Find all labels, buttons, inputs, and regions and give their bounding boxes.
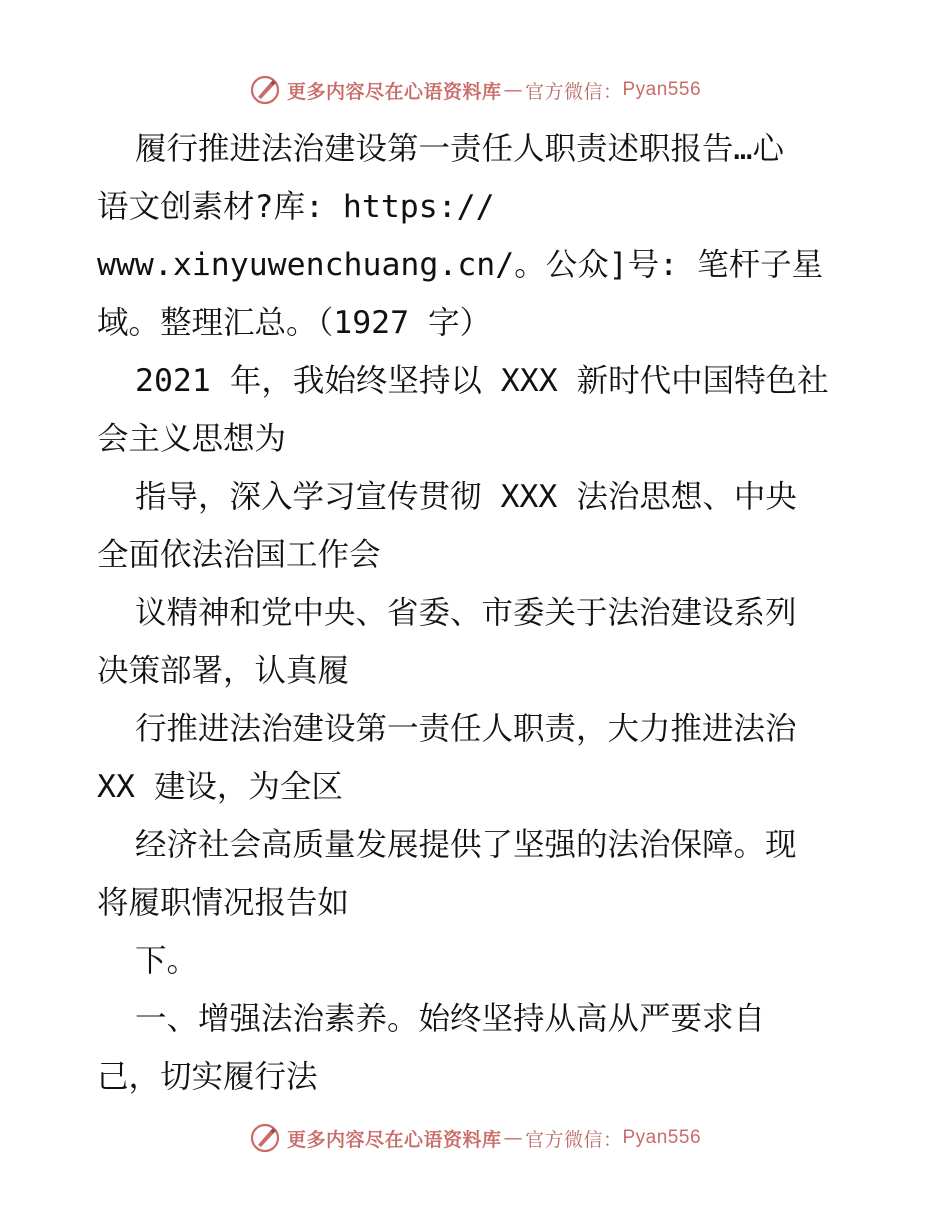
- document-body: [97, 120, 857, 1106]
- text-line: 全面依法治国工作会: [97, 537, 381, 573]
- paragraph-start-line: 行推进法治建设第一责任人职责，大力推进法治: [135, 711, 797, 747]
- banner-brand-text: 更多内容尽在心语资料库: [286, 80, 502, 103]
- paragraph-start-line: 下。: [135, 943, 199, 979]
- banner-separator: —: [503, 1127, 523, 1149]
- text-line: 将履职情况报告如: [97, 885, 350, 921]
- title-line: 履行推进法治建设第一责任人职责述职报告…心: [135, 131, 784, 167]
- text-line: 域。整理汇总。（1927 字）: [97, 305, 492, 341]
- paragraph-start-line: 经济社会高质量发展提供了坚强的法治保障。现: [135, 827, 797, 863]
- banner-wechat-id: Pyan556: [622, 1127, 702, 1148]
- banner-separator: —: [503, 79, 523, 101]
- paragraph-start-line: 2021 年，我始终坚持以 XXX 新时代中国特色社: [135, 363, 829, 399]
- text-line: 语文创素材?库: https://: [97, 189, 495, 225]
- text-line: 会主义思想为: [97, 421, 287, 457]
- pen-logo-icon: [249, 1122, 281, 1154]
- text-line: XX 建设，为全区: [97, 769, 343, 805]
- section-heading-line: 一、增强法治素养。始终坚持从高从严要求自: [135, 1001, 766, 1037]
- paragraph-start-line: 议精神和党中央、省委、市委关于法治建设系列: [135, 595, 797, 631]
- header-banner: [0, 70, 950, 110]
- text-line: 决策部署，认真履: [97, 653, 350, 689]
- text-line: 己，切实履行法: [97, 1059, 318, 1095]
- footer-banner: [0, 1118, 950, 1158]
- banner-wechat-label: 官方微信：: [524, 80, 623, 103]
- banner-brand-text: 更多内容尽在心语资料库: [286, 1128, 502, 1151]
- paragraph-start-line: 指导，深入学习宣传贯彻 XXX 法治思想、中央: [135, 479, 797, 515]
- banner-wechat-id: Pyan556: [622, 79, 702, 100]
- pen-logo-icon: [249, 74, 281, 106]
- banner-wechat-label: 官方微信：: [524, 1128, 623, 1151]
- text-line: www.xinyuwenchuang.cn/。公众]号: 笔杆子星: [97, 247, 824, 283]
